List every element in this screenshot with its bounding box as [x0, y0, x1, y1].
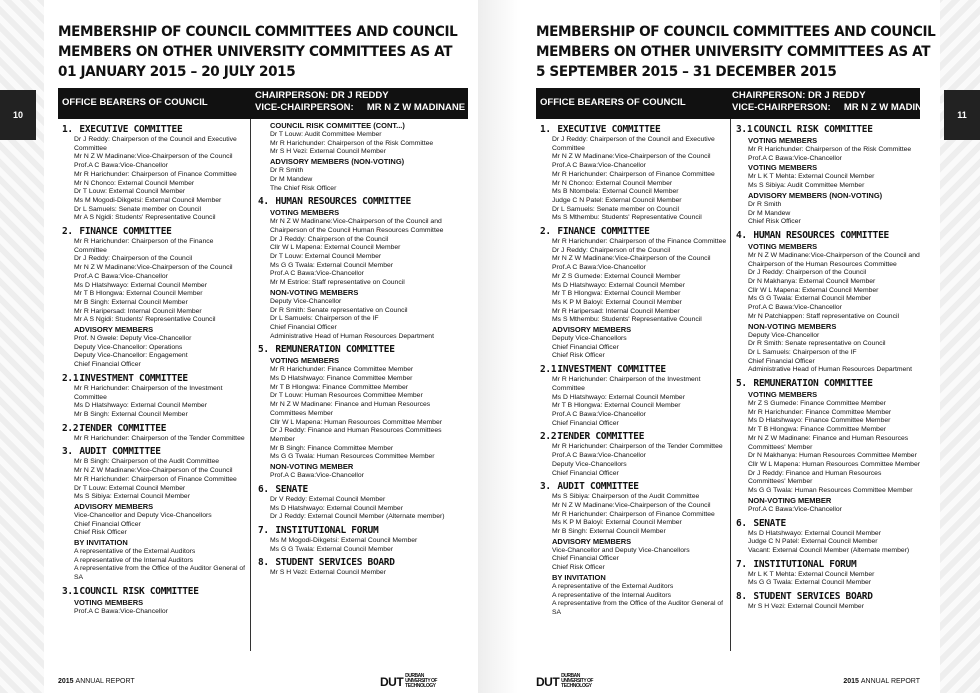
member-line: Mr R Harichunder: Chairperson of the Tender Committee: [74, 434, 245, 442]
committee-heading: 2.2. TENDER COMMITTEE: [62, 422, 167, 434]
committee-heading: 2. FINANCE COMMITTEE: [62, 226, 172, 238]
member-line: Prof.A C Bawa:Vice-Chancellor: [74, 162, 168, 170]
member-line: Chief Financial Officer: [552, 469, 619, 477]
member-group-label: VOTING MEMBERS: [270, 356, 340, 366]
member-group-label: VOTING MEMBERS: [748, 241, 818, 251]
member-line: Prof.A C Bawa:Vice-Chancellor: [552, 264, 646, 272]
member-line: Mr R Harichunder: Chairperson of the Risk Committee: [748, 146, 912, 153]
member-line: Prof.A C Bawa:Vice-Chancellor: [74, 272, 168, 280]
member-line: Chief Financial Officer: [74, 520, 141, 528]
member-line: Dr N Makhanya: External Council Member: [748, 278, 876, 286]
member-group-label: NON-VOTING MEMBER: [270, 462, 354, 472]
member-line: Prof. N Gwele: Deputy Vice-Chancellor: [74, 335, 192, 343]
member-line: Mr N Patchiappen: Staff representative on Council: [748, 312, 899, 320]
member-group-label: NON-VOTING MEMBER: [748, 495, 832, 505]
member-line: Ms S Sibiya: External Council Member: [74, 493, 190, 501]
member-line: Chief Financial Officer: [74, 361, 141, 369]
member-group-label: NON-VOTING MEMBERS: [748, 321, 837, 331]
member-line: Deputy Vice-Chancellors: [552, 335, 627, 343]
member-line: Dr R Smith: Senate representative on Council: [748, 340, 886, 348]
member-line: Dr T Louw: External Council Member: [270, 253, 382, 261]
member-line: Dr R Smith: [748, 200, 782, 208]
chairperson-block: CHAIRPERSON: DR J REDDY VICE-CHAIRPERSON: MR N Z W MADINANE: [255, 90, 466, 113]
member-line: Ms G G Twala: External Council Member: [748, 579, 872, 587]
committee-heading: 6. SENATE: [736, 517, 786, 529]
member-line: Mr R Harichunder: Finance Committee Member: [748, 408, 892, 416]
member-line: Ms G G Twala: External Council Member: [748, 295, 872, 303]
committee-columns: [58, 119, 468, 693]
committee-heading: 3.1 COUNCIL RISK COMMITTEE: [62, 585, 199, 597]
member-line: Mr N Z W Madinane: Finance and Human Resources Committees Member: [270, 401, 431, 417]
member-group-label: BY INVITATION: [74, 538, 128, 548]
member-line: Mr N Z W Madinane:Vice-Chairperson of the Council: [552, 153, 711, 161]
member-line: Mr N Z W Madinane:Vice-Chairperson of the Council and Chairperson of the Human Resources Committee: [748, 251, 920, 268]
member-line: Dr J Reddy: Chairperson of the Council and Executive Committee: [74, 136, 237, 152]
member-line: Ms D Hlatshwayo: External Council Member: [748, 529, 881, 537]
member-line: Vice-Chancellor and Deputy Vice-Chancellors: [552, 546, 690, 554]
committee-column-1: [540, 121, 728, 618]
member-group-label: ADVISORY MEMBERS: [74, 325, 154, 335]
member-line: Vice-Chancellor and Deputy Vice-Chancellors: [74, 511, 212, 519]
member-line: Dr J Reddy: Chairperson of the Council: [748, 269, 867, 277]
office-bearers-label: OFFICE BEARERS OF COUNCIL: [62, 97, 208, 108]
committee-heading: 6. SENATE: [258, 483, 308, 495]
left-page-title: MEMBERSHIP OF COUNCIL COMMITTEES AND COUNCIL MEMBERS ON OTHER UNIVERSITY COMMITTEES AS AT 01 JANUARY 2015 – 20 JULY 2015: [58, 23, 458, 80]
member-group-label: ADVISORY MEMBERS: [552, 536, 632, 546]
member-group-label: ADVISORY MEMBERS (NON-VOTING): [748, 190, 883, 200]
member-line: Dr T Louw: Human Resources Committee Member: [270, 392, 423, 400]
member-line: Prof.A C Bawa:Vice-Chancellor: [552, 410, 646, 418]
member-line: Ms D Hlatshwayo: External Council Member: [552, 281, 685, 289]
office-bearers-header: [58, 88, 468, 119]
committee-heading: 3. AUDIT COMMITTEE: [62, 446, 161, 458]
member-line: Dr T Louw: Audit Committee Member: [270, 131, 382, 138]
member-line: Administrative Head of Human Resources Department: [748, 366, 912, 374]
member-line: Mr N Z W Madinane: Finance and Human Resources Committees' Member: [748, 434, 909, 451]
committee-columns: [536, 119, 920, 693]
member-group-label: NON-VOTING MEMBERS: [270, 287, 359, 297]
left-page: [58, 0, 468, 693]
member-line: Mr R Haripersad: Internal Council Member: [74, 307, 202, 315]
member-group-label: BY INVITATION: [552, 572, 606, 582]
member-line: Ms M Mogodi-Dikgetsi: External Council Member: [74, 196, 222, 204]
member-line: Mr R Harichunder: Finance Committee Member: [270, 366, 414, 374]
member-line: A representative from the Office of the Auditor General of SA: [74, 565, 246, 582]
member-line: Ms B Ntombela: External Council Member: [552, 188, 679, 196]
member-line: Ms D Hlatshwayo: Finance Committee Member: [748, 417, 891, 425]
committee-heading: 2.1. INVESTMENT COMMITTEE: [62, 372, 188, 384]
column-divider: [730, 119, 731, 651]
member-line: Dr J Reddy: Finance and Human Resources Committees' Member: [748, 469, 882, 486]
page-number-right: 11: [944, 90, 980, 140]
member-line: Dr R Smith: [270, 167, 304, 175]
committee-heading: 3.1 COUNCIL RISK COMMITTEE: [736, 124, 873, 135]
member-line: Ms D Hlatshwayo: External Council Member: [552, 393, 685, 401]
member-group-label: ADVISORY MEMBERS: [552, 325, 632, 335]
member-line: Judge C N Patel: External Council Member: [552, 196, 682, 204]
member-line: Mr B Singh: Chairperson of the Audit Committee: [74, 458, 220, 466]
committee-heading: 2.1. INVESTMENT COMMITTEE: [540, 364, 666, 376]
member-line: Cllr W L Mapena: Human Resources Committee Member: [270, 418, 442, 426]
member-group-label: VOTING MEMBERS: [748, 163, 818, 173]
member-line: Vacant: External Council Member (Alternate member): [748, 546, 910, 554]
committee-heading: 3. AUDIT COMMITTEE: [540, 481, 639, 493]
member-line: Mr T B Hlongwa: Finance Committee Member: [270, 383, 408, 391]
member-line: Mr T B Hlongwa: External Council Member: [552, 290, 681, 298]
member-line: Ms G G Twala: Human Resources Committee Member: [270, 453, 435, 461]
member-line: Dr J Reddy: External Council Member (Alternate member): [270, 513, 445, 521]
member-line: Prof.A C Bawa:Vice-Chancellor: [748, 304, 842, 312]
member-line: Mr R Harichunder: Chairperson of the Investment Committee: [552, 376, 701, 392]
chairperson-block: CHAIRPERSON: DR J REDDY VICE-CHAIRPERSON: MR N Z W MADINANE: [732, 90, 943, 113]
member-line: Ms S Sibiya: Chairperson of the Audit Committee: [552, 493, 700, 501]
member-line: Mr M Estrice: Staff representative on Council: [270, 279, 405, 287]
member-line: Dr M Mandew: [270, 175, 313, 183]
member-line: Dr N Makhanya: Human Resources Committee Member: [748, 452, 917, 460]
member-line: Dr R Smith: Senate representative on Council: [270, 306, 408, 314]
member-line: Prof.A C Bawa:Vice-Chancellor: [748, 505, 842, 513]
committee-heading: 1. EXECUTIVE COMMITTEE: [62, 124, 183, 135]
member-line: Mr S H Vezi: External Council Member: [270, 569, 386, 577]
member-line: Cllr W L Mapena: External Council Member: [748, 286, 879, 294]
member-group-label: VOTING MEMBERS: [270, 208, 340, 218]
dut-logo-mark: DUT: [536, 674, 560, 689]
member-line: A representative of the Internal Auditors: [552, 591, 672, 599]
member-group-label: VOTING MEMBERS: [74, 597, 144, 607]
member-line: Chief Financial Officer: [270, 323, 337, 331]
member-line: Deputy Vice-Chancellor: Engagement: [74, 352, 188, 360]
office-bearers-header: [536, 88, 943, 119]
member-line: Chief Risk Officer: [748, 218, 801, 226]
office-bearers-label: OFFICE BEARERS OF COUNCIL: [540, 97, 686, 108]
member-line: Mr B Singh: External Council Member: [552, 528, 666, 536]
member-line: Cllr W L Mapena: Human Resources Committee Member: [748, 460, 920, 468]
member-line: Ms D Hlatshwayo: External Council Member: [270, 504, 403, 512]
member-line: Prof.A C Bawa:Vice-Chancellor: [270, 472, 364, 480]
member-line: Mr N Chonco: External Council Member: [74, 179, 195, 187]
footer-annual-report: 2015 ANNUAL REPORT: [58, 678, 135, 685]
member-line: Mr R Harichunder: Chairperson of Finance Committee: [74, 170, 237, 178]
page-number-left: 10: [0, 90, 36, 140]
member-line: Mr N Z W Madinane:Vice-Chairperson of the Council: [552, 501, 711, 509]
committee-heading: 4. HUMAN RESOURCES COMMITTEE: [736, 229, 889, 241]
committee-heading: 7. INSTITUTIONAL FORUM: [258, 524, 379, 536]
member-line: Dr T Louw: External Council Member: [74, 484, 186, 492]
committee-heading: 1. EXECUTIVE COMMITTEE: [540, 124, 661, 135]
member-line: Mr L K T Mehta: External Council Member: [748, 570, 875, 578]
member-line: A representative of the Internal Auditors: [74, 556, 194, 564]
member-line: A representative of the External Auditors: [74, 548, 196, 556]
member-line: Mr Z S Gumede: Finance Committee Member: [748, 400, 886, 408]
committee-heading: 7. INSTITUTIONAL FORUM: [736, 558, 857, 570]
member-line: Mr N Z W Madinane:Vice-Chairperson of the Council: [74, 467, 233, 475]
committee-heading: 2. FINANCE COMMITTEE: [540, 226, 650, 238]
member-line: Chief Financial Officer: [748, 357, 815, 365]
member-line: Mr N Z W Madinane:Vice-Chairperson of the Council and Chairperson of the Council Human Resources Committee: [270, 218, 444, 234]
member-line: Dr V Reddy: External Council Member: [270, 495, 386, 503]
member-line: Mr R Harichunder: Chairperson of Finance Committee: [74, 475, 237, 483]
member-line: Mr T B Hlongwa: Finance Committee Member: [748, 426, 886, 434]
member-line: Chief Financial Officer: [552, 343, 619, 351]
page-gutter: [478, 0, 518, 693]
member-group-label: VOTING MEMBERS: [748, 390, 818, 400]
member-line: Mr S H Vezi: External Council Member: [270, 148, 386, 156]
member-line: A representative of the External Auditors: [552, 582, 674, 590]
member-line: Mr T B Hlongwa: External Council Member: [74, 290, 203, 298]
member-line: Cllr W L Mapena: External Council Member: [270, 244, 401, 252]
member-line: Prof.A C Bawa:Vice-Chancellor: [552, 452, 646, 460]
member-line: Mr R Harichunder: Chairperson of Finance Committee: [552, 170, 715, 178]
member-line: Chief Risk Officer: [74, 529, 127, 537]
member-line: Deputy Vice-Chancellors: [552, 460, 627, 468]
member-line: Ms K P M Baloyi: External Council Member: [552, 519, 682, 527]
right-page-title: MEMBERSHIP OF COUNCIL COMMITTEES AND COUNCIL MEMBERS ON OTHER UNIVERSITY COMMITTEES AS AT 5 SEPTEMBER 2015 – 31 DECEMBER 2015: [536, 23, 936, 80]
member-line: Mr Z S Gumede: External Council Member: [552, 272, 681, 280]
member-line: Deputy Vice-Chancellor: Operations: [74, 343, 183, 351]
member-line: Prof.A C Bawa:Vice-Chancellor: [270, 270, 364, 278]
member-line: Mr B Singh: External Council Member: [74, 298, 188, 306]
column-divider: [250, 119, 251, 651]
member-line: Deputy Vice-Chancellor: [270, 297, 342, 305]
member-line: Mr A S Ngidi: Students' Representative Council: [74, 316, 216, 324]
right-page: [536, 0, 943, 693]
member-group-label: VOTING MEMBERS: [748, 136, 818, 145]
committee-column-1: [62, 121, 248, 617]
committee-column-2: [258, 121, 454, 578]
member-line: Ms K P M Baloyi: External Council Member: [552, 298, 682, 306]
member-line: Mr N Chonco: External Council Member: [552, 179, 673, 187]
member-line: Ms D Hlatshwayo: External Council Member: [74, 281, 207, 289]
member-line: Chief Financial Officer: [552, 555, 619, 563]
member-line: Mr R Harichunder: Chairperson of the Finance Committee: [552, 238, 727, 246]
member-line: Mr R Harichunder: Chairperson of Finance Committee: [552, 510, 715, 518]
member-line: Mr R Harichunder: Chairperson of the Tender Committee: [552, 443, 723, 451]
member-line: Dr L Samuels: Chairperson of the IF: [748, 348, 857, 356]
member-line: Mr B Singh: External Council Member: [74, 410, 188, 418]
dut-logo: DUT DURBAN UNIVERSITY OF TECHNOLOGY: [536, 673, 593, 689]
member-line: A representative from the Office of the Auditor General of SA: [552, 600, 724, 616]
member-line: Dr J Reddy: Chairperson of the Council: [270, 235, 389, 243]
member-group-label: ADVISORY MEMBERS: [74, 501, 154, 511]
member-line: Mr R Harichunder: Chairperson of the Finance Committee: [74, 238, 214, 254]
committee-heading: 8. STUDENT SERVICES BOARD: [258, 557, 395, 569]
member-line: Chief Financial Officer: [552, 419, 619, 427]
committee-heading: 8. STUDENT SERVICES BOARD: [736, 591, 873, 603]
member-line: Ms G G Twala: External Council Member: [270, 261, 394, 269]
member-line: Chief Risk Officer: [552, 352, 605, 360]
member-line: Mr R Harichunder: Chairperson of the Investment Committee: [74, 384, 223, 401]
member-line: Prof.A C Bawa:Vice-Chancellor: [552, 162, 646, 170]
committee-heading: 5. REMUNERATION COMMITTEE: [736, 378, 873, 390]
member-line: Ms S Sibiya: Audit Committee Member: [748, 182, 865, 190]
member-line: Ms D Hlatshwayo: External Council Member: [74, 402, 207, 410]
member-line: Dr J Reddy: Chairperson of the Council and Executive Committee: [552, 136, 715, 152]
member-line: Dr L Samuels: Senate member on Council: [552, 205, 680, 213]
member-line: Administrative Head of Human Resources Department: [270, 332, 434, 340]
member-line: Deputy Vice-Chancellor: [748, 331, 820, 339]
member-line: Mr R Harichunder: Chairperson of the Risk Committee: [270, 139, 434, 147]
member-line: Ms S Mthembu: Students' Representative Council: [552, 214, 702, 222]
member-line: Judge C N Patel: External Council Member: [748, 538, 878, 546]
member-line: Dr J Reddy: Finance and Human Resources Committees Member: [270, 427, 442, 443]
member-line: Prof.A C Bawa:Vice-Chancellor: [74, 607, 168, 615]
member-group-label: ADVISORY MEMBERS (NON-VOTING): [270, 157, 405, 167]
member-line: Ms G G Twala: External Council Member: [270, 545, 394, 553]
member-group-label: COUNCIL RISK COMMITTEE (CONT...): [270, 121, 405, 130]
member-line: The Chief Risk Officer: [270, 184, 337, 192]
footer-annual-report: 2015 ANNUAL REPORT: [843, 678, 920, 685]
committee-heading: 2.2. TENDER COMMITTEE: [540, 431, 645, 443]
member-line: Dr J Reddy: Chairperson of the Council: [552, 246, 671, 254]
member-line: Mr N Z W Madinane:Vice-Chairperson of the Council: [74, 264, 233, 272]
member-line: Mr S H Vezi: External Council Member: [748, 603, 864, 611]
member-line: Dr J Reddy: Chairperson of the Council: [74, 255, 193, 263]
member-line: Ms D Hlatshwayo: Finance Committee Member: [270, 375, 413, 383]
member-line: Mr L K T Mehta: External Council Member: [748, 173, 875, 181]
committee-heading: 5. REMUNERATION COMMITTEE: [258, 344, 395, 356]
committee-heading: 4. HUMAN RESOURCES COMMITTEE: [258, 196, 411, 208]
member-line: Mr N Z W Madinane:Vice-Chairperson of the Council: [74, 153, 233, 161]
member-line: Mr T B Hlongwa: External Council Member: [552, 402, 681, 410]
member-line: Ms G G Twala: Human Resources Committee Member: [748, 487, 913, 495]
member-line: Prof.A C Bawa:Vice-Chancellor: [748, 154, 842, 162]
member-line: Dr L Samuels: Chairperson of the IF: [270, 315, 379, 323]
member-line: Ms S Mthembu: Students' Representative Council: [552, 316, 702, 324]
member-line: Mr B Singh: Finance Committee Member: [270, 444, 394, 452]
member-line: Dr T Louw: External Council Member: [74, 188, 186, 196]
committee-column-2: [736, 121, 920, 612]
member-line: Mr R Haripersad: Internal Council Member: [552, 307, 680, 315]
dut-logo: DUT DURBAN UNIVERSITY OF TECHNOLOGY: [380, 673, 437, 689]
member-line: Ms M Mogodi-Dikgetsi: External Council Member: [270, 536, 418, 544]
member-line: Mr A S Ngidi: Students' Representative Council: [74, 214, 216, 222]
member-line: Mr N Z W Madinane:Vice-Chairperson of the Council: [552, 255, 711, 263]
member-line: Chief Risk Officer: [552, 564, 605, 572]
member-line: Dr L Samuels: Senate member on Council: [74, 205, 202, 213]
member-line: Dr M Mandew: [748, 209, 791, 217]
dut-logo-mark: DUT: [380, 674, 404, 689]
